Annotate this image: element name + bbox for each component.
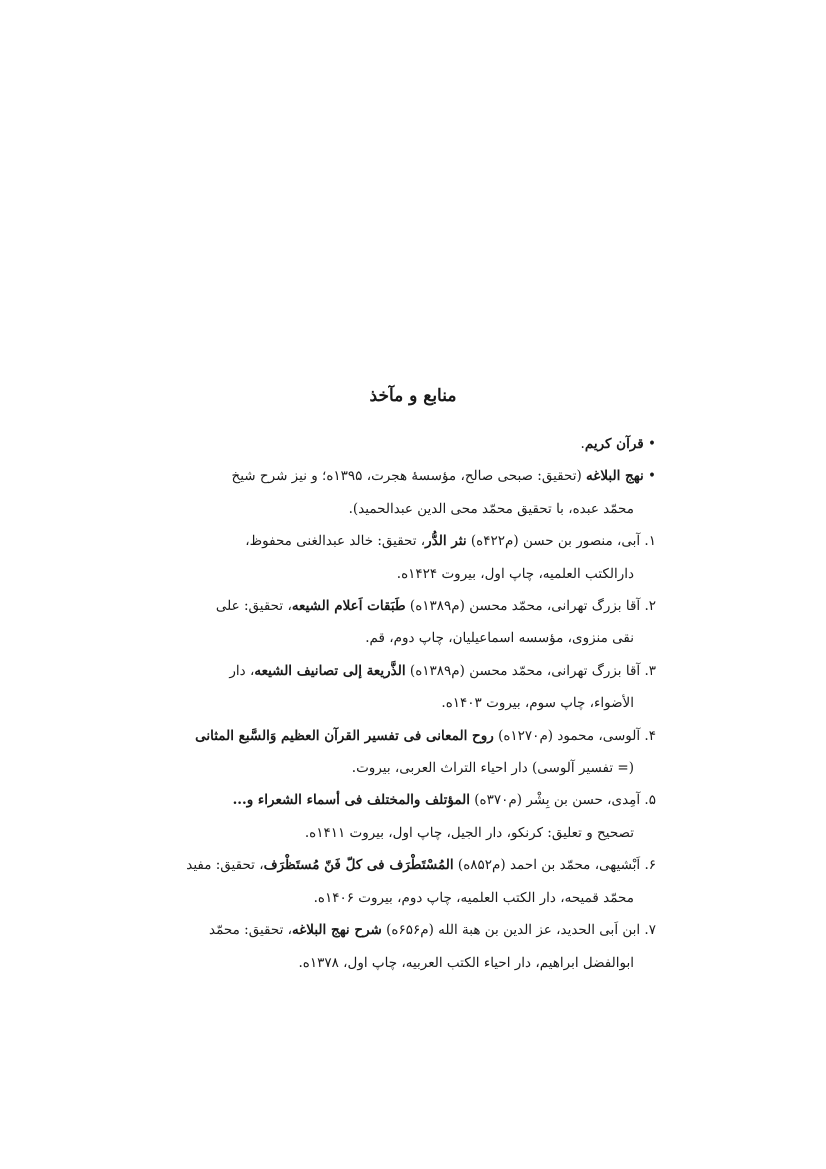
- page-heading: منابع و مآخذ: [369, 386, 457, 406]
- bibliography-entry: [172, 849, 656, 914]
- entry-prefix: •: [643, 436, 656, 452]
- entry-title: طَبَقات اَعلام الشیعه: [291, 598, 406, 615]
- entry-continuation: محمّد قمیحه، دار الکتب العلمیه، چاپ دوم، بیروت ۱۴۰۶ه.: [313, 889, 634, 906]
- entry-prefix: ۲. آقا بزرگ تهرانی، محمّد محسن (م۱۳۸۹ه): [405, 598, 656, 615]
- entry-prefix: •: [643, 468, 656, 485]
- entry-title: الذَّریعة إلی تصانیف الشیعه: [254, 662, 406, 679]
- entry-title: روح المعانی فی تفسیر القرآن العظیم وَالسَّبع المثانی: [195, 727, 494, 744]
- bibliography-entry: [172, 784, 656, 849]
- bibliography-entry: [172, 525, 656, 590]
- entry-continuation: (= تفسیر آلوسی) دار احیاء التراث العربی، بیروت.: [351, 760, 634, 777]
- entry-details: .: [580, 436, 585, 452]
- entry-details: ، دار: [229, 662, 255, 679]
- entry-details: ، تحقیق: علی: [215, 598, 292, 615]
- entry-title: قرآن کریم: [584, 436, 644, 452]
- entry-prefix: ۱. آبی، منصور بن حسن (م۴۲۲ه): [466, 533, 656, 550]
- bibliography-entry: [172, 655, 656, 720]
- entry-title: المُسْتَطْرَف فی کلّ فَنّ مُستَظْرَف: [263, 857, 454, 874]
- entry-details: ، تحقیق: خالد عبدالغنی محفوظ،: [245, 533, 426, 550]
- entry-continuation: محمّد عبده، با تحقیق محمّد محی الدین عبدالحمید).: [348, 500, 634, 517]
- entry-title: المؤتلف والمختلف فی أسماء الشعراء و...: [232, 792, 470, 809]
- entry-details: ، تحقیق: محمّد: [209, 922, 292, 939]
- entry-prefix: ۳. آقا بزرگ تهرانی، محمّد محسن (م۱۳۸۹ه): [405, 662, 656, 679]
- entry-continuation: ابوالفضل ابراهیم، دار احیاء الکتب العربیه، چاپ اول، ۱۳۷۸ه.: [298, 954, 634, 971]
- bibliography-entry: [172, 590, 656, 655]
- bibliography-entry: [172, 720, 656, 785]
- entry-continuation: تصحیح و تعلیق: کرنکو، دار الجیل، چاپ اول، بیروت ۱۴۱۱ه.: [304, 824, 634, 841]
- entry-prefix: ۴. آلوسی، محمود (م۱۲۷۰ه): [493, 727, 656, 744]
- entry-title: نثر الدُّر: [425, 533, 467, 550]
- bibliography-entry: [172, 428, 656, 460]
- entry-continuation: نقی منزوی، مؤسسه اسماعیلیان، چاپ دوم، قم.: [365, 630, 634, 647]
- entry-continuation: دارالکتب العلمیه، چاپ اول، بیروت ۱۴۲۴ه.: [396, 565, 634, 582]
- entry-prefix: ۵. آمِدی، حسن بن بِشْر (م۳۷۰ه): [470, 792, 656, 809]
- bibliography-list: [172, 428, 656, 979]
- bibliography-entry: [172, 914, 656, 979]
- entry-prefix: ۶. اَبْشیهی، محمّد بن احمد (م۸۵۲ه): [453, 857, 656, 874]
- entry-prefix: ۷. ابن اَبی الحدید، عز الدین بن هبة الله (م۶۵۶ه): [381, 922, 656, 939]
- entry-title: شرح نهج البلاغه: [291, 922, 382, 939]
- entry-continuation: الأضواء، چاپ سوم، بیروت ۱۴۰۳ه.: [441, 695, 634, 712]
- entry-details: ، تحقیق: مفید: [186, 857, 264, 874]
- entry-title: نهج البلاغه: [586, 468, 644, 485]
- bibliography-entry: [172, 460, 656, 525]
- entry-details: (تحقیق: صبحی صالح، مؤسسهٔ هجرت، ۱۳۹۵ه؛ و نیز شرح شیخ: [231, 468, 587, 485]
